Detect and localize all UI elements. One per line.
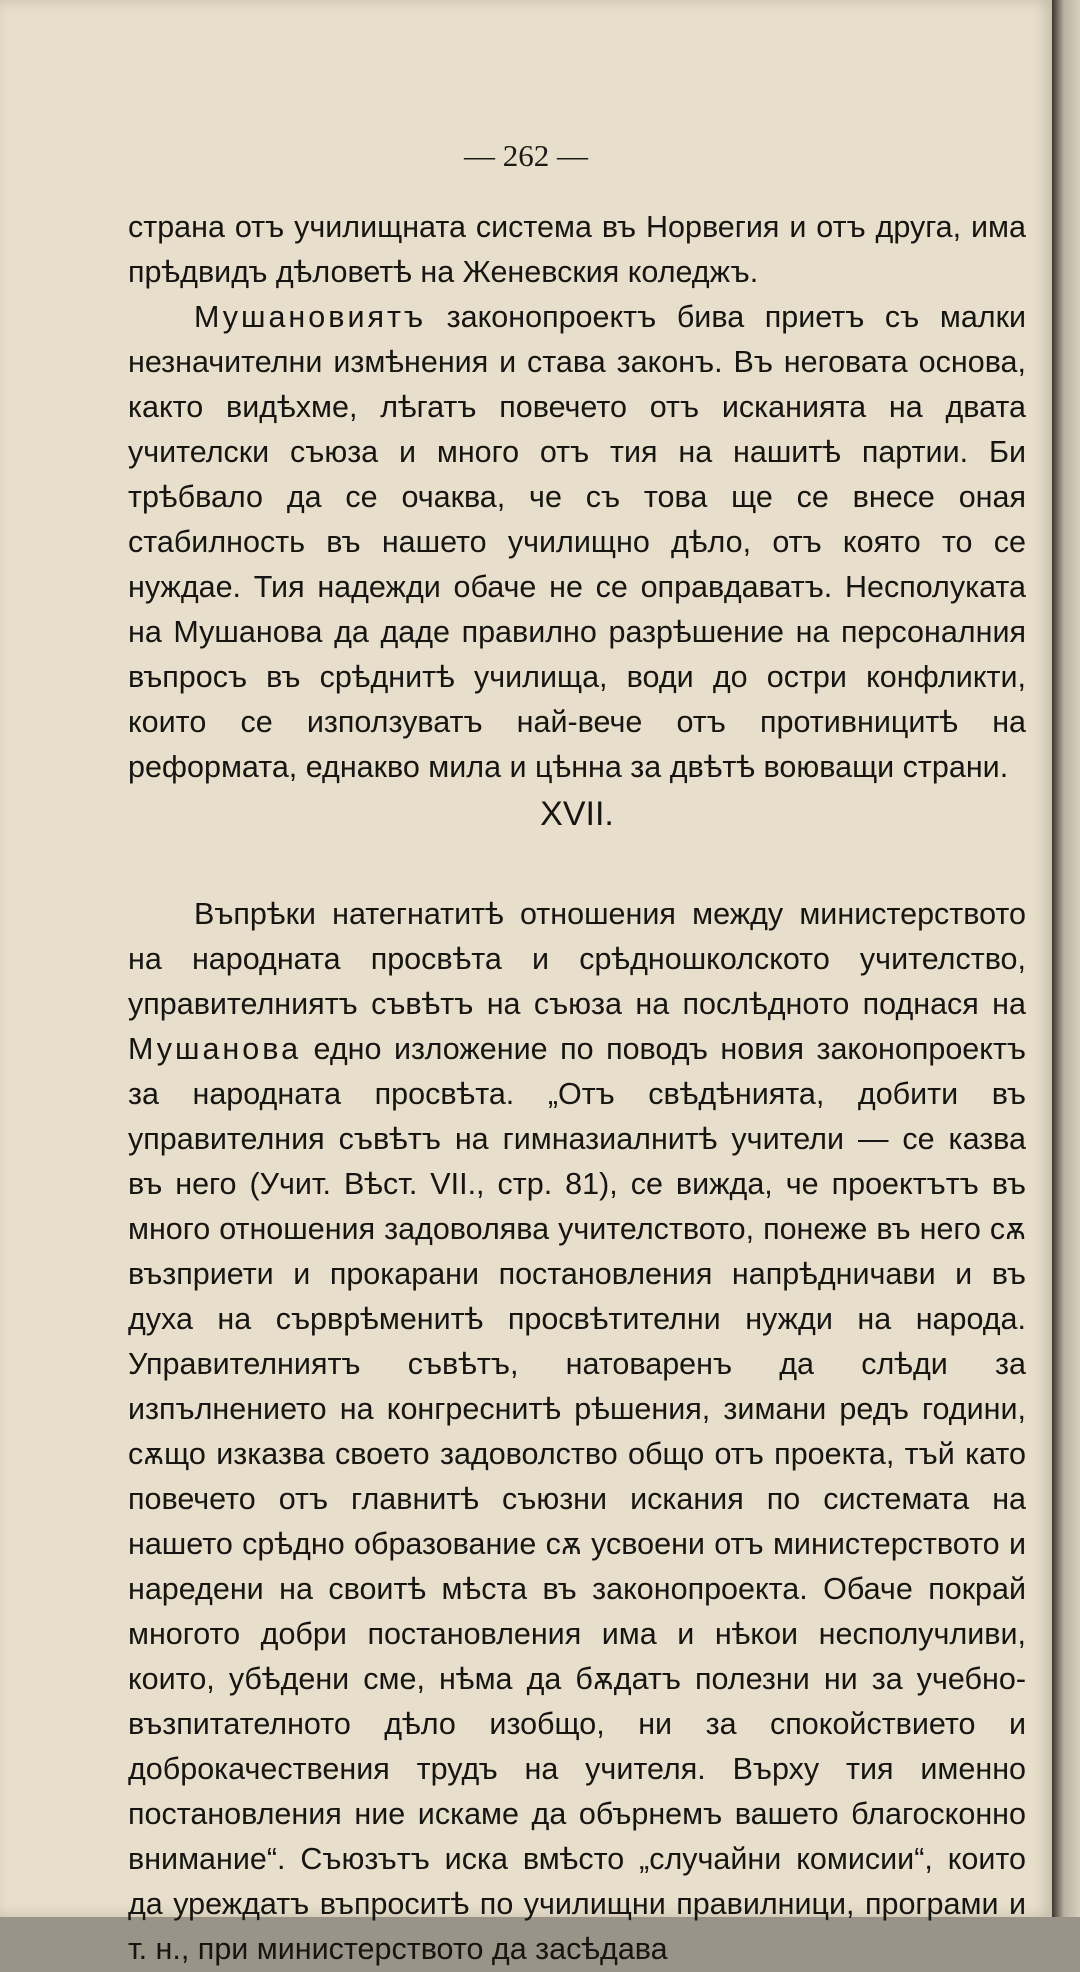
paragraph-1: страна отъ училищната система въ Норвегия и отъ друга, има прѣдвидъ дѣловетѣ на Женевския коледжъ. <box>128 210 1026 289</box>
paragraph-3-name: Мушанова <box>128 1032 302 1066</box>
paragraph-3-text-b: едно изложение по поводъ новия законопроектъ за народната просвѣта. „Отъ свѣдѣнията, добити въ управителния съвѣтъ на гимназиалнитѣ учители — се казва въ него (Учит. Вѣст. VII., стр. 81), се вижда, че проектътъ въ много отношения задоволява учителството, понеже въ него сѫ възприети и прокарани постановления напрѣдничави и въ духа на сърврѣменитѣ просвѣтителни нужди на народа. Управителниятъ съвѣтъ, натоваренъ да слѣди за изпълнението на конгреснитѣ рѣшения, зимани редъ години, сѫщо изказва своето задоволство общо отъ проекта, тъй като повечето отъ главнитѣ съюзни искания по системата на нашето срѣдно образование сѫ усвоени отъ министерството и наредени на своитѣ мѣста въ законопроекта. Обаче покрай многото добри постановления има и нѣкои несполучливи, които, убѣдени сме, нѣма да бѫдатъ полезни ни за учебно-възпитателното дѣло изобщо, ни за спокойствието и доброкачествения трудъ на учителя. Върху тия именно постановления ние искаме да обърнемъ вашето благосконно внимание“. Съюзътъ иска вмѣсто „случайни комисии“, които да уреждатъ въпроситѣ по училищни правилници, програми и т. н., при министерството да засѣдава <box>128 1032 1026 1966</box>
paragraph-3-text-a: Въпрѣки натегнатитѣ отношения между министерството на народната просвѣта и срѣдношколското учителство, управителниятъ съвѣтъ на съюза на послѣдното поднася на <box>128 897 1026 1021</box>
body-text <box>128 205 1026 1972</box>
section-heading: XVII. <box>540 795 614 833</box>
paragraph-3 <box>128 892 1026 1972</box>
page-number: — 262 — <box>464 138 588 173</box>
page-edge <box>1052 0 1080 1917</box>
paragraph-2 <box>128 295 1026 790</box>
paragraph-2-name: Мушановиятъ <box>194 300 427 334</box>
paragraph-2-text: законопроектъ бива приетъ съ малки незначителни измѣнения и става законъ. Въ неговата основа, както видѣхме, лѣгатъ повечето отъ исканията на двата учителски съюза и много отъ тия на нашитѣ партии. Би трѣбвало да се очаква, че съ това ще се внесе оная стабилность въ нашето училищно дѣло, отъ която то се нуждае. Тия надежди обаче не се оправдаватъ. Несполуката на Мушанова да даде правилно разрѣшение на персоналния въпросъ въ срѣднитѣ училища, води до остри конфликти, които се използуватъ най-вече отъ противницитѣ на реформата, еднакво мила и цѣнна за двѣтѣ воюващи страни. <box>128 300 1026 784</box>
